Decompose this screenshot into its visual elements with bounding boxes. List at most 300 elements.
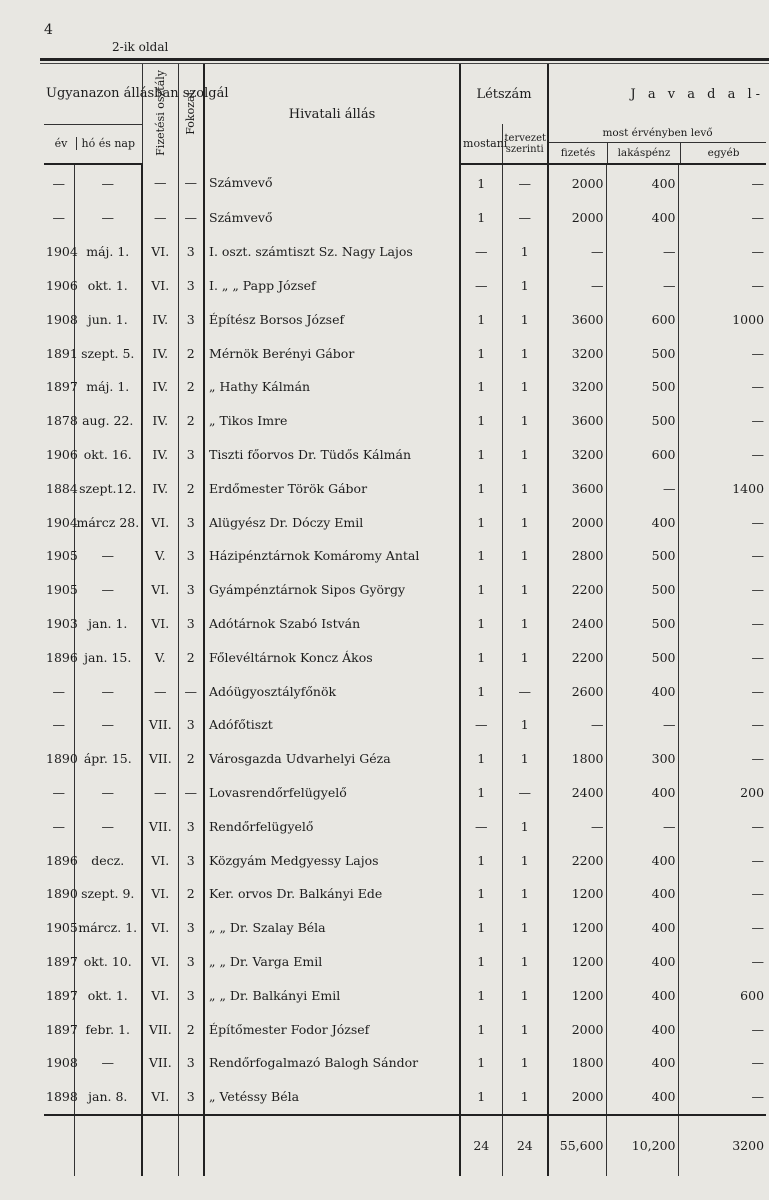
cell-salary-class: VII.: [142, 809, 178, 843]
table-row: [44, 404, 766, 438]
cell-grade: 3: [178, 843, 204, 877]
cell-grade: 3: [178, 235, 204, 269]
cell-salary: 1800: [548, 742, 606, 776]
header-current: mostani: [460, 124, 502, 164]
cell-monthday: máj. 1.: [74, 235, 142, 269]
cell-housing: 400: [606, 674, 678, 708]
cell-position: Rendőrfelügyelő: [204, 809, 460, 843]
cell-position: Adótárnok Szabó István: [204, 607, 460, 641]
cell-monthday: szept.12.: [74, 471, 142, 505]
table-row: [44, 235, 766, 269]
cell-other: —: [678, 640, 766, 674]
cell-salary: 2200: [548, 640, 606, 674]
cell-other: —: [678, 201, 766, 235]
header-planned: tervezet szerinti: [502, 124, 548, 164]
total-empty-cell: [44, 1115, 74, 1176]
cell-housing: 400: [606, 201, 678, 235]
cell-planned: —: [502, 201, 548, 235]
cell-monthday: —: [74, 674, 142, 708]
cell-housing: 600: [606, 302, 678, 336]
cell-monthday: okt. 1.: [74, 978, 142, 1012]
table-row: [44, 776, 766, 810]
total-planned: 24: [502, 1115, 548, 1176]
cell-current: 1: [460, 201, 502, 235]
cell-year: 1890: [46, 886, 78, 902]
cell-current: 1: [460, 674, 502, 708]
cell-current: 1: [460, 164, 502, 201]
cell-current: 1: [460, 607, 502, 641]
cell-salary: 2200: [548, 573, 606, 607]
personnel-table: [44, 64, 766, 1176]
cell-position: Városgazda Udvarhelyi Géza: [204, 742, 460, 776]
cell-other: —: [678, 573, 766, 607]
cell-grade: 3: [178, 539, 204, 573]
cell-monthday: aug. 22.: [74, 404, 142, 438]
cell-monthday: márcz. 1.: [74, 911, 142, 945]
cell-planned: 1: [502, 573, 548, 607]
header-year: év: [54, 137, 68, 151]
header-in-force: most érvényben levő: [549, 124, 766, 143]
cell-salary: 3600: [548, 404, 606, 438]
cell-monthday: okt. 1.: [74, 269, 142, 303]
cell-grade: —: [178, 674, 204, 708]
cell-grade: 3: [178, 573, 204, 607]
cell-other: —: [678, 674, 766, 708]
cell-year: 1897: [46, 379, 78, 395]
cell-other: —: [678, 843, 766, 877]
table-row: [44, 911, 766, 945]
table-row: [44, 978, 766, 1012]
cell-planned: 1: [502, 505, 548, 539]
cell-year: 1884: [46, 480, 78, 496]
cell-year: 1896: [46, 852, 78, 868]
table-row: [44, 201, 766, 235]
cell-salary: 2000: [548, 164, 606, 201]
header-headcount: Létszám: [460, 64, 548, 124]
cell-grade: 2: [178, 336, 204, 370]
cell-other: —: [678, 404, 766, 438]
cell-year: 1896: [46, 649, 78, 665]
cell-current: 1: [460, 978, 502, 1012]
cell-year: 1905: [46, 920, 78, 936]
cell-year: 1898: [46, 1089, 78, 1105]
cell-position: Lovasrendőrfelügyelő: [204, 776, 460, 810]
cell-salary-class: IV.: [142, 438, 178, 472]
cell-housing: 400: [606, 877, 678, 911]
cell-housing: 500: [606, 607, 678, 641]
cell-current: —: [460, 708, 502, 742]
cell-grade: 3: [178, 607, 204, 641]
cell-housing: 400: [606, 911, 678, 945]
cell-housing: 400: [606, 945, 678, 979]
cell-current: 1: [460, 336, 502, 370]
cell-salary: 2000: [548, 1012, 606, 1046]
cell-year: 1904: [46, 244, 78, 260]
cell-other: —: [678, 1046, 766, 1080]
cell-salary-class: V.: [142, 640, 178, 674]
cell-year: 1890: [46, 751, 78, 767]
cell-year: 1908: [46, 311, 78, 327]
header-other: egyéb: [680, 143, 766, 163]
cell-position: Főlevéltárnok Koncz Ákos: [204, 640, 460, 674]
cell-grade: —: [178, 201, 204, 235]
cell-monthday: szept. 5.: [74, 336, 142, 370]
cell-current: 1: [460, 471, 502, 505]
cell-housing: 600: [606, 438, 678, 472]
table-row: [44, 336, 766, 370]
cell-salary: 3200: [548, 370, 606, 404]
cell-planned: 1: [502, 370, 548, 404]
cell-salary-class: —: [142, 201, 178, 235]
cell-other: —: [678, 269, 766, 303]
cell-grade: 3: [178, 269, 204, 303]
cell-monthday: ápr. 15.: [74, 742, 142, 776]
table-row: [44, 164, 766, 201]
cell-year: —: [52, 175, 65, 191]
cell-planned: —: [502, 776, 548, 810]
table-row: [44, 573, 766, 607]
cell-position: Házipénztárnok Komáromy Antal: [204, 539, 460, 573]
cell-monthday: —: [74, 573, 142, 607]
table-row: [44, 708, 766, 742]
cell-housing: 500: [606, 404, 678, 438]
table-row: [44, 438, 766, 472]
cell-grade: 3: [178, 438, 204, 472]
cell-monthday: szept. 9.: [74, 877, 142, 911]
cell-salary-class: V.: [142, 539, 178, 573]
cell-other: 1400: [678, 471, 766, 505]
cell-monthday: —: [74, 539, 142, 573]
cell-position: „ Tikos Imre: [204, 404, 460, 438]
cell-current: 1: [460, 1080, 502, 1115]
cell-other: —: [678, 809, 766, 843]
cell-year: 1906: [46, 446, 78, 462]
cell-salary-class: IV.: [142, 336, 178, 370]
cell-housing: 400: [606, 1046, 678, 1080]
cell-monthday: jan. 1.: [74, 607, 142, 641]
total-empty-cell: [142, 1115, 178, 1176]
cell-salary-class: IV.: [142, 471, 178, 505]
cell-monthday: —: [74, 809, 142, 843]
cell-planned: 1: [502, 911, 548, 945]
table-row: [44, 640, 766, 674]
cell-current: 1: [460, 640, 502, 674]
cell-position: Mérnök Berényi Gábor: [204, 336, 460, 370]
cell-position: I. oszt. számtiszt Sz. Nagy Lajos: [204, 235, 460, 269]
page-number: 4: [44, 22, 53, 38]
table-row: [44, 370, 766, 404]
cell-salary-class: VI.: [142, 573, 178, 607]
cell-monthday: jan. 15.: [74, 640, 142, 674]
cell-salary: 1200: [548, 877, 606, 911]
cell-salary-class: —: [142, 674, 178, 708]
cell-salary-class: —: [142, 164, 178, 201]
total-salary: 55,600: [548, 1115, 606, 1176]
totals-row: [44, 1115, 766, 1176]
cell-grade: 3: [178, 809, 204, 843]
cell-housing: 500: [606, 573, 678, 607]
cell-planned: 1: [502, 877, 548, 911]
cell-year: —: [52, 210, 65, 226]
total-empty-cell: [204, 1115, 460, 1176]
cell-grade: 3: [178, 945, 204, 979]
cell-grade: 3: [178, 505, 204, 539]
cell-salary-class: VI.: [142, 911, 178, 945]
cell-salary-class: VI.: [142, 945, 178, 979]
cell-planned: 1: [502, 708, 548, 742]
table-row: [44, 539, 766, 573]
cell-grade: —: [178, 776, 204, 810]
cell-planned: 1: [502, 269, 548, 303]
cell-salary: 3200: [548, 438, 606, 472]
cell-position: Adófőtiszt: [204, 708, 460, 742]
table-row: [44, 269, 766, 303]
cell-planned: 1: [502, 978, 548, 1012]
cell-housing: 400: [606, 1012, 678, 1046]
cell-housing: 400: [606, 164, 678, 201]
cell-salary-class: VII.: [142, 1046, 178, 1080]
cell-current: 1: [460, 911, 502, 945]
cell-other: —: [678, 607, 766, 641]
cell-current: 1: [460, 877, 502, 911]
cell-grade: 2: [178, 471, 204, 505]
cell-monthday: máj. 1.: [74, 370, 142, 404]
cell-planned: 1: [502, 843, 548, 877]
cell-current: —: [460, 269, 502, 303]
cell-other: 1000: [678, 302, 766, 336]
cell-current: 1: [460, 843, 502, 877]
cell-current: 1: [460, 1046, 502, 1080]
cell-current: 1: [460, 573, 502, 607]
cell-other: —: [678, 336, 766, 370]
cell-other: —: [678, 539, 766, 573]
cell-other: —: [678, 1080, 766, 1115]
cell-housing: —: [606, 235, 678, 269]
cell-salary: —: [548, 708, 606, 742]
cell-monthday: —: [74, 708, 142, 742]
header-salary-class: Fizetési osztály: [142, 64, 178, 164]
cell-planned: 1: [502, 539, 548, 573]
cell-monthday: —: [74, 1046, 142, 1080]
cell-year: 1905: [46, 548, 78, 564]
cell-housing: 400: [606, 1080, 678, 1115]
cell-monthday: jun. 1.: [74, 302, 142, 336]
cell-salary: 2400: [548, 607, 606, 641]
cell-planned: 1: [502, 1012, 548, 1046]
cell-position: Alügyész Dr. Dóczy Emil: [204, 505, 460, 539]
cell-current: 1: [460, 1012, 502, 1046]
cell-grade: 3: [178, 708, 204, 742]
cell-grade: 3: [178, 911, 204, 945]
cell-other: —: [678, 235, 766, 269]
cell-salary: 3600: [548, 471, 606, 505]
cell-housing: 500: [606, 539, 678, 573]
total-housing: 10,200: [606, 1115, 678, 1176]
cell-grade: 3: [178, 1080, 204, 1115]
top-rule: [40, 58, 769, 61]
table-row: [44, 1046, 766, 1080]
cell-salary: —: [548, 235, 606, 269]
cell-other: —: [678, 708, 766, 742]
cell-grade: 2: [178, 640, 204, 674]
cell-year: —: [52, 818, 65, 834]
cell-salary: 1200: [548, 911, 606, 945]
cell-salary: —: [548, 269, 606, 303]
cell-planned: 1: [502, 471, 548, 505]
cell-position: „ „ Dr. Varga Emil: [204, 945, 460, 979]
cell-current: 1: [460, 539, 502, 573]
total-empty-cell: [178, 1115, 204, 1176]
cell-other: —: [678, 505, 766, 539]
cell-position: I. „ „ Papp József: [204, 269, 460, 303]
cell-housing: —: [606, 269, 678, 303]
header-same-position: Ugyanazon állásban szolgál: [44, 64, 142, 124]
cell-salary: 2000: [548, 1080, 606, 1115]
cell-planned: 1: [502, 809, 548, 843]
cell-monthday: decz.: [74, 843, 142, 877]
cell-salary: 1200: [548, 978, 606, 1012]
table-row: [44, 809, 766, 843]
cell-year: —: [52, 717, 65, 733]
cell-planned: 1: [502, 640, 548, 674]
cell-planned: 1: [502, 336, 548, 370]
cell-position: Közgyám Medgyessy Lajos: [204, 843, 460, 877]
header-housing: lakáspénz: [607, 143, 680, 163]
cell-planned: 1: [502, 302, 548, 336]
cell-grade: 3: [178, 1046, 204, 1080]
cell-planned: 1: [502, 945, 548, 979]
table-row: [44, 505, 766, 539]
cell-monthday: —: [74, 201, 142, 235]
cell-current: 1: [460, 370, 502, 404]
cell-planned: 1: [502, 1046, 548, 1080]
table-row: [44, 742, 766, 776]
cell-monthday: febr. 1.: [74, 1012, 142, 1046]
cell-housing: 400: [606, 843, 678, 877]
cell-planned: —: [502, 164, 548, 201]
cell-position: „ Vetéssy Béla: [204, 1080, 460, 1115]
cell-salary-class: VI.: [142, 1080, 178, 1115]
table-row: [44, 843, 766, 877]
cell-position: Erdőmester Török Gábor: [204, 471, 460, 505]
cell-grade: 3: [178, 302, 204, 336]
table-row: [44, 945, 766, 979]
cell-monthday: jan. 8.: [74, 1080, 142, 1115]
cell-housing: —: [606, 471, 678, 505]
cell-grade: —: [178, 164, 204, 201]
cell-current: 1: [460, 302, 502, 336]
cell-housing: 500: [606, 336, 678, 370]
cell-position: Ker. orvos Dr. Balkányi Ede: [204, 877, 460, 911]
cell-monthday: márcz 28.: [74, 505, 142, 539]
cell-other: 200: [678, 776, 766, 810]
header-position: Hivatali állás: [204, 64, 460, 164]
page-subtitle: 2-ik oldal: [112, 40, 169, 54]
cell-planned: 1: [502, 1080, 548, 1115]
cell-position: Építész Borsos József: [204, 302, 460, 336]
cell-current: 1: [460, 945, 502, 979]
cell-salary: 3200: [548, 336, 606, 370]
cell-salary: 3600: [548, 302, 606, 336]
header-monthday: hó és nap: [76, 137, 140, 150]
cell-salary-class: VI.: [142, 843, 178, 877]
cell-salary: 2200: [548, 843, 606, 877]
cell-current: —: [460, 809, 502, 843]
cell-housing: 400: [606, 978, 678, 1012]
table-row: [44, 471, 766, 505]
cell-position: Adóügyosztályfőnök: [204, 674, 460, 708]
cell-current: 1: [460, 505, 502, 539]
cell-position: Gyámpénztárnok Sipos György: [204, 573, 460, 607]
cell-year: 1903: [46, 615, 78, 631]
cell-position: Számvevő: [204, 164, 460, 201]
cell-planned: 1: [502, 438, 548, 472]
cell-year: 1897: [46, 1021, 78, 1037]
cell-salary-class: IV.: [142, 370, 178, 404]
cell-salary-class: VI.: [142, 607, 178, 641]
cell-position: „ „ Dr. Szalay Béla: [204, 911, 460, 945]
cell-salary-class: VI.: [142, 877, 178, 911]
cell-monthday: —: [74, 164, 142, 201]
cell-planned: 1: [502, 235, 548, 269]
cell-year: —: [52, 683, 65, 699]
cell-year: 1878: [46, 413, 78, 429]
cell-salary: 2000: [548, 201, 606, 235]
cell-salary: 1800: [548, 1046, 606, 1080]
cell-monthday: okt. 16.: [74, 438, 142, 472]
cell-position: Számvevő: [204, 201, 460, 235]
cell-position: Rendőrfogalmazó Balogh Sándor: [204, 1046, 460, 1080]
cell-monthday: okt. 10.: [74, 945, 142, 979]
cell-position: Építőmester Fodor József: [204, 1012, 460, 1046]
cell-year: 1905: [46, 582, 78, 598]
table-row: [44, 1080, 766, 1115]
cell-planned: —: [502, 674, 548, 708]
header-emoluments: J a v a d a l-: [548, 64, 766, 124]
header-grade: Fokozat: [178, 64, 204, 164]
cell-housing: 400: [606, 505, 678, 539]
table-row: [44, 302, 766, 336]
cell-salary-class: VI.: [142, 978, 178, 1012]
cell-salary-class: IV.: [142, 404, 178, 438]
table-body: [44, 164, 766, 1176]
cell-salary-class: VI.: [142, 235, 178, 269]
cell-grade: 2: [178, 877, 204, 911]
cell-year: —: [52, 784, 65, 800]
total-other: 3200: [678, 1115, 766, 1176]
header-salary: fizetés: [560, 147, 596, 159]
cell-year: 1897: [46, 953, 78, 969]
cell-planned: 1: [502, 404, 548, 438]
cell-position: Tiszti főorvos Dr. Tüdős Kálmán: [204, 438, 460, 472]
cell-other: —: [678, 911, 766, 945]
cell-salary: 2800: [548, 539, 606, 573]
table-row: [44, 674, 766, 708]
cell-current: 1: [460, 404, 502, 438]
cell-current: 1: [460, 438, 502, 472]
cell-salary-class: VII.: [142, 708, 178, 742]
total-current: 24: [460, 1115, 502, 1176]
cell-current: —: [460, 235, 502, 269]
total-empty-cell: [74, 1115, 142, 1176]
cell-salary: —: [548, 809, 606, 843]
cell-other: —: [678, 945, 766, 979]
cell-year: 1908: [46, 1055, 78, 1071]
table-row: [44, 877, 766, 911]
cell-salary: 2000: [548, 505, 606, 539]
cell-grade: 3: [178, 978, 204, 1012]
cell-current: 1: [460, 742, 502, 776]
